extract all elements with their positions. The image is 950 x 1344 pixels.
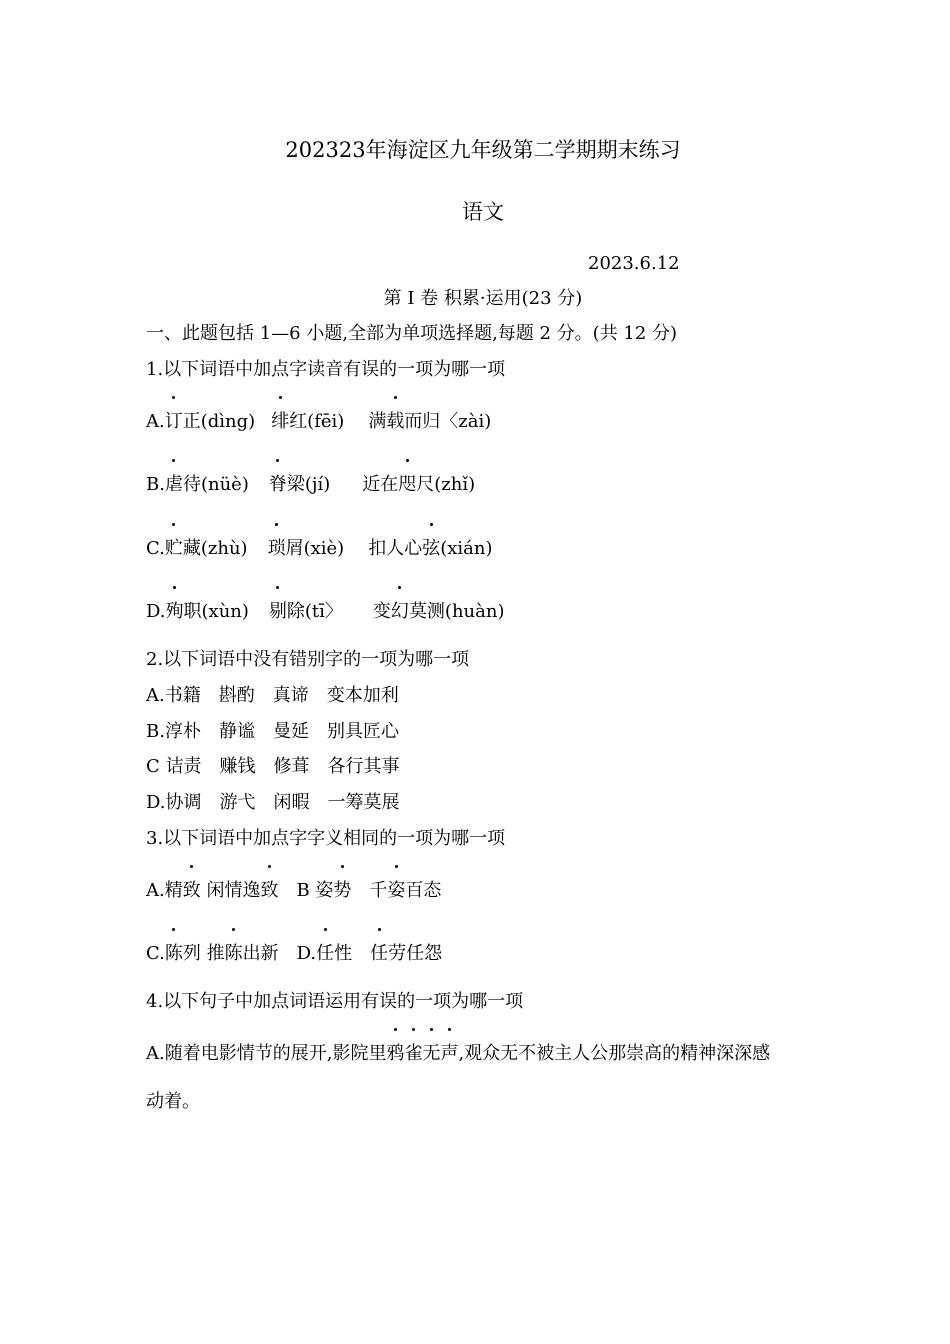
dotted-char: 虐 bbox=[164, 474, 183, 495]
dotted-char: 势 bbox=[333, 880, 352, 901]
section-instructions: 一、此题包括 1—6 小题,全部为单项选择题,每题 2 分。(共 12 分) bbox=[146, 323, 678, 344]
option-text: 出新 D. bbox=[242, 943, 317, 964]
dotted-char: 载 bbox=[386, 411, 405, 432]
dotted-char: 剔 bbox=[268, 601, 287, 622]
question-1-option-b bbox=[146, 473, 475, 497]
question-2-option-d: D.协调 游弋 闲暇 一筹莫展 bbox=[146, 792, 400, 813]
question-1-option-c bbox=[146, 537, 492, 561]
subject-title: 语文 bbox=[462, 200, 504, 224]
dotted-char: 无 bbox=[422, 1043, 441, 1064]
dotted-char: 雀 bbox=[404, 1043, 423, 1064]
option-text: 正(dìng) bbox=[182, 411, 256, 432]
dotted-char: 致 bbox=[182, 880, 201, 901]
dotted-char: 订 bbox=[164, 411, 183, 432]
dotted-char: 贮 bbox=[164, 538, 183, 559]
option-letter: C. bbox=[146, 538, 165, 559]
question-2-option-b: B.淳朴 静谧 曼延 别具匠心 bbox=[146, 721, 399, 742]
dotted-char: 殉 bbox=[165, 601, 184, 622]
option-text: 百态 bbox=[405, 880, 442, 901]
question-4-option-a bbox=[146, 1042, 770, 1066]
dotted-char: 咫 bbox=[398, 474, 417, 495]
option-text: 红(fēi) bbox=[289, 411, 345, 432]
dotted-char: 陈 bbox=[164, 943, 183, 964]
option-text: 性 bbox=[334, 943, 371, 964]
dotted-char: 致 bbox=[260, 880, 279, 901]
option-letter: A. bbox=[146, 411, 165, 432]
dotted-char: 琐 bbox=[267, 538, 286, 559]
dotted-char: 幻 bbox=[390, 601, 409, 622]
option-text: (xián) bbox=[440, 538, 493, 559]
option-text: 职(xùn) bbox=[183, 601, 249, 622]
option-text: 除(tī〉 bbox=[286, 601, 343, 622]
option-text: 屑(xiè) bbox=[285, 538, 345, 559]
dotted-char: 绯 bbox=[271, 411, 290, 432]
question-2-stem: 2.以下词语中没有错别字的一项为哪一项 bbox=[146, 649, 470, 670]
question-2-option-c: C 诘责 赚钱 修葺 各行其事 bbox=[146, 756, 400, 777]
question-1-option-a bbox=[146, 410, 491, 434]
option-letter: D. bbox=[146, 601, 166, 622]
dotted-char: 脊 bbox=[268, 474, 287, 495]
option-text: 列 推 bbox=[182, 943, 225, 964]
option-text: 扣人心 bbox=[368, 538, 423, 559]
option-text: ,观众无不被主人公那崇高的精神深深感 bbox=[458, 1043, 771, 1064]
option-text: A.精 bbox=[146, 880, 183, 901]
dotted-char: 任 bbox=[370, 943, 389, 964]
option-text: 尺(zhǐ) bbox=[416, 474, 476, 495]
option-text: 劳任怨 bbox=[388, 943, 443, 964]
dotted-char: 声 bbox=[440, 1043, 459, 1064]
option-text: C. bbox=[146, 943, 165, 964]
dotted-char: 弦 bbox=[422, 538, 441, 559]
option-text: 千 bbox=[351, 880, 388, 901]
section-heading: 第 I 卷 积累·运用(23 分) bbox=[383, 288, 583, 309]
question-3-options-ab bbox=[146, 879, 441, 903]
option-text: 待(nüè) bbox=[182, 474, 249, 495]
option-text: 莫测(huàn) bbox=[408, 601, 505, 622]
option-letter: B. bbox=[146, 474, 165, 495]
page-title: 202323年海淀区九年级第二学期期末练习 bbox=[285, 138, 681, 162]
question-3-options-cd bbox=[146, 942, 442, 966]
question-4-stem: 4.以下句子中加点词语运用有误的一项为哪一项 bbox=[146, 991, 524, 1012]
option-text: A.随着电影情节的展开,影院里 bbox=[146, 1043, 387, 1064]
option-text: 变 bbox=[372, 601, 391, 622]
dotted-char: 任 bbox=[316, 943, 335, 964]
option-text: 而归〈zài) bbox=[404, 411, 492, 432]
dotted-char: 姿 bbox=[387, 880, 406, 901]
option-text: 闲情逸 bbox=[200, 880, 261, 901]
option-text: 满 bbox=[368, 411, 387, 432]
dotted-char: 鸦 bbox=[386, 1043, 405, 1064]
dotted-char: 陈 bbox=[224, 943, 243, 964]
question-1-option-d bbox=[146, 600, 504, 624]
question-2-option-a: A.书籍 斟酌 真谛 变本加利 bbox=[146, 685, 399, 706]
option-text: 近在 bbox=[362, 474, 399, 495]
exam-date: 2023.6.12 bbox=[588, 253, 680, 274]
question-3-stem: 3.以下词语中加点字字义相同的一项为哪一项 bbox=[146, 828, 506, 849]
option-text: 藏(zhù) bbox=[182, 538, 248, 559]
question-4-option-a-continued: 动着。 bbox=[146, 1091, 200, 1112]
question-1-stem: 1.以下词语中加点字读音有误的一项为哪一项 bbox=[146, 359, 506, 380]
option-text: B 姿 bbox=[278, 880, 334, 901]
option-text: 梁(jí) bbox=[286, 474, 331, 495]
